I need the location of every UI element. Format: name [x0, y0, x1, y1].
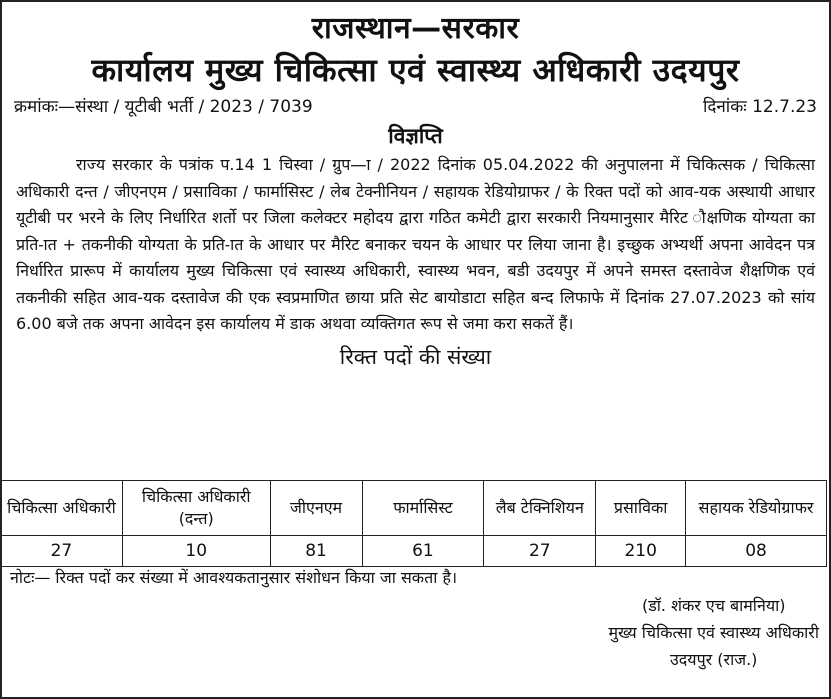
reference-number: क्रमांकः—संस्था / यूटीबी भर्ती / 2023 / 7039 — [14, 97, 313, 117]
column-header: जीएनएम — [270, 481, 362, 536]
reference-date: दिनांकः 12.7.23 — [702, 97, 817, 117]
vacancy-table — [0, 480, 827, 567]
column-header: सहायक रेडियोग्राफर — [686, 481, 827, 536]
signature-block — [608, 592, 819, 673]
reference-row — [12, 94, 819, 120]
table-cell: 210 — [596, 536, 686, 567]
government-title: राजस्थान—सरकार — [311, 11, 520, 46]
table-cell: 08 — [686, 536, 827, 567]
table-cell: 27 — [484, 536, 596, 567]
column-header: चिकित्सा अधिकारी (दन्त) — [122, 481, 270, 536]
table-cell: 10 — [122, 536, 270, 567]
column-header: चिकित्सा अधिकारी — [1, 481, 123, 536]
column-header: प्रसाविका — [596, 481, 686, 536]
notice-heading: विज्ञप्ति — [388, 124, 443, 148]
signatory-name: (डॉ. शंकर एच बामनिया) — [641, 596, 786, 615]
vacancy-table-header-row — [1, 481, 827, 536]
vacancy-table-value-row — [1, 536, 827, 567]
signatory-place: उदयपुर (राज.) — [670, 650, 758, 669]
vacancy-table-title: रिक्त पदों की संख्या — [339, 344, 492, 369]
table-cell: 81 — [270, 536, 362, 567]
table-cell: 61 — [362, 536, 484, 567]
notice-body: राज्य सरकार के पत्रांक प.14 1 चिस्वा / ग्रुप—ा / 2022 दिनांक 05.04.2022 की अनुपालना में चिकित्सक / चिकित्सा अधिकारी दन्त / जीएनएम / प्रसाविका / फार्मासिस्ट / लेब टेक्नीनियन / सहायक रेडियोग्राफर / के रिक्त पदों को आव-यक अस्थायी आधार यूटीबी पर भरने के लिए निर्धारित शर्तो पर जिला कलेक्टर महोदय द्वारा गठित कमेटी द्वारा सरकारी नियमानुसार मैरिट ौक्षणिक योग्यता का प्रति-ात + तकनीकी योग्यता के प्रति-ात के आधार पर मैरिट बनाकर चयन के आधार पर लिया जाना है। इच्छुक अभ्यर्थी अपना आवेदन पत्र निर्धारित प्रारूप में कार्यालय मुख्य चिकित्सा एवं स्वास्थ्य अधिकारी, स्वास्थ्य भवन, बडी उदयपुर में अपने समस्त दस्तावेज शैक्षणिक एवं तकनीकी सहित आव-यक दस्तावेज की एक स्वप्रमाणित छाया प्रति सेट बायोडाटा सहित बन्द लिफाफे में दिनांक 27.07.2023 को सांय 6.00 बजे तक अपना आवेदन इस कार्यालय में डाक अथवा व्यक्तिगत रूप से जमा करा सकतें हैं। — [16, 155, 815, 333]
column-header: फार्मासिस्ट — [362, 481, 484, 536]
column-header: लैब टेक्निशियन — [484, 481, 596, 536]
table-cell: 27 — [1, 536, 123, 567]
office-title: कार्यालय मुख्य चिकित्सा एवं स्वास्थ्य अधिकारी उदयपुर — [91, 51, 740, 89]
signatory-designation: मुख्य चिकित्सा एवं स्वास्थ्य अधिकारी — [608, 623, 819, 642]
note-text: नोटः— रिक्त पदों कर संख्या में आवश्यकतानुसार संशोधन किया जा सकता है। — [10, 568, 458, 587]
